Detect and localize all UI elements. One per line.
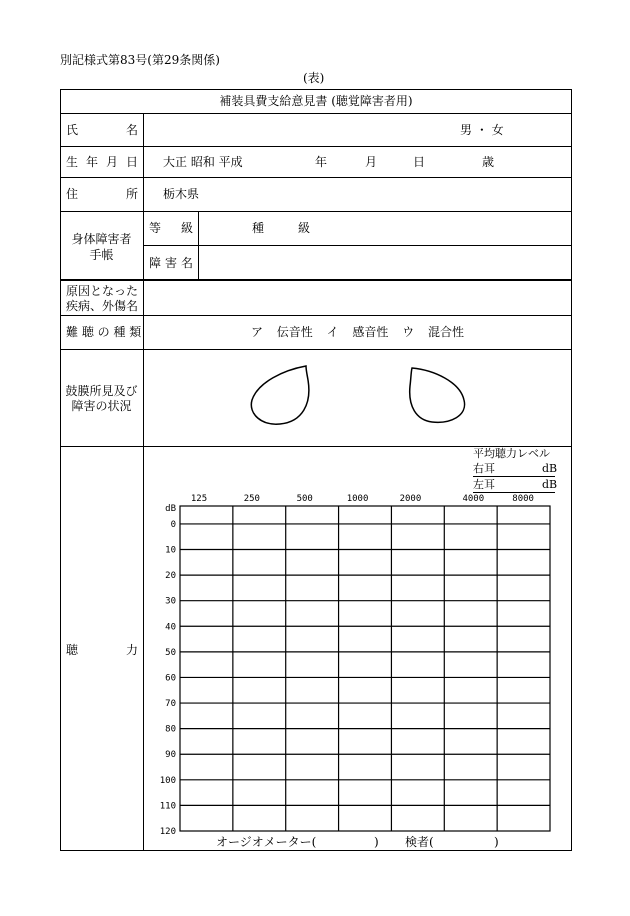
cause-field[interactable] <box>146 282 569 313</box>
average-hearing-level-title: 平均聴力レベル <box>473 447 550 460</box>
right-eardrum-outline <box>251 366 309 424</box>
handbook-label-line1: 身体障害者 <box>71 232 132 246</box>
cause-label-line2: 疾病、外傷名 <box>66 299 139 313</box>
frequency-tick-label: 4000 <box>462 494 485 504</box>
row-line <box>60 315 572 316</box>
frequency-tick-label: 250 <box>243 494 260 504</box>
frequency-tick-label: 2000 <box>399 494 422 504</box>
audiometer-close: ) <box>374 835 379 849</box>
name-label: 氏 名 <box>66 123 138 137</box>
hearing-type-options[interactable]: ア 伝音性 イ 感音性 ウ 混合性 <box>250 325 465 339</box>
address-label: 住 所 <box>66 187 138 201</box>
row-line <box>60 279 572 281</box>
eardrum-label-line1: 鼓膜所見及び <box>65 384 138 398</box>
examiner-close: ) <box>494 835 499 849</box>
era-options[interactable]: 大正 昭和 平成 <box>163 155 243 169</box>
level-tick-label: 20 <box>165 571 176 582</box>
row-line <box>60 146 572 147</box>
row-line <box>60 211 572 212</box>
row-line <box>143 245 572 246</box>
age-unit: 歳 <box>482 155 495 169</box>
form-title: 補装具費支給意見書 (聴覚障害者用) <box>219 94 413 108</box>
level-tick-label: 120 <box>159 827 176 837</box>
examiner-label: 検者( <box>405 835 434 849</box>
left-ear-label: 左耳 <box>473 478 495 491</box>
level-tick-label: 50 <box>165 647 176 658</box>
frequency-tick-label: 1000 <box>346 494 369 504</box>
grade-label: 等 級 <box>149 221 193 235</box>
level-tick-label: 100 <box>159 775 176 786</box>
level-tick-label: 30 <box>165 596 176 607</box>
frequency-tick-label: 500 <box>296 494 313 504</box>
eardrum-diagram[interactable] <box>240 360 480 430</box>
level-tick-label: 110 <box>159 801 176 812</box>
eardrum-label-line2: 障害の状況 <box>71 399 132 413</box>
hearing-label: 聴 力 <box>66 643 138 657</box>
front-side-label: (表) <box>303 71 325 85</box>
sex-options[interactable]: 男 ・ 女 <box>460 123 504 137</box>
month-unit: 月 <box>365 155 378 169</box>
level-tick-label: 40 <box>165 622 176 633</box>
year-unit: 年 <box>315 155 328 169</box>
right-ear-value-line[interactable] <box>473 476 555 477</box>
hearing-type-label: 難 聴 の 種 類 <box>66 325 142 339</box>
level-tick-label: 90 <box>165 750 176 761</box>
audiogram-frame <box>180 506 550 831</box>
address-value[interactable]: 栃木県 <box>163 187 200 201</box>
column-line <box>198 211 199 279</box>
row-line <box>60 349 572 350</box>
frequency-tick-label: 8000 <box>512 494 534 504</box>
level-tick-label: 80 <box>165 724 176 735</box>
audiogram-grid <box>180 506 550 831</box>
row-line <box>60 177 572 178</box>
row-line <box>60 113 572 114</box>
level-tick-label: 0 <box>170 519 176 530</box>
day-unit: 日 <box>413 155 426 169</box>
audiogram-labels <box>160 494 534 837</box>
disability-name-field[interactable] <box>201 248 569 276</box>
birthdate-label: 生 年 月 日 <box>66 155 138 169</box>
disability-name-label: 障 害 名 <box>149 256 193 270</box>
right-ear-unit: dB <box>542 462 558 475</box>
form-reference: 別記様式第83号(第29条関係) <box>60 53 220 67</box>
cause-label-line1: 原因となった <box>66 284 139 298</box>
type-grade[interactable]: 種 級 <box>252 221 310 235</box>
handbook-label-line2: 手帳 <box>89 248 114 262</box>
level-tick-label: 70 <box>165 699 176 710</box>
audiogram[interactable] <box>143 488 572 838</box>
frequency-tick-label: 125 <box>190 494 208 504</box>
left-ear-unit: dB <box>542 478 558 491</box>
right-ear-label: 右耳 <box>473 462 495 475</box>
left-eardrum-outline <box>410 368 465 422</box>
audiometer-label: オージオメーター( <box>216 835 317 849</box>
db-unit-label: dB <box>165 504 176 514</box>
level-tick-label: 10 <box>165 545 176 556</box>
name-field[interactable] <box>146 116 446 144</box>
level-tick-label: 60 <box>165 673 176 684</box>
